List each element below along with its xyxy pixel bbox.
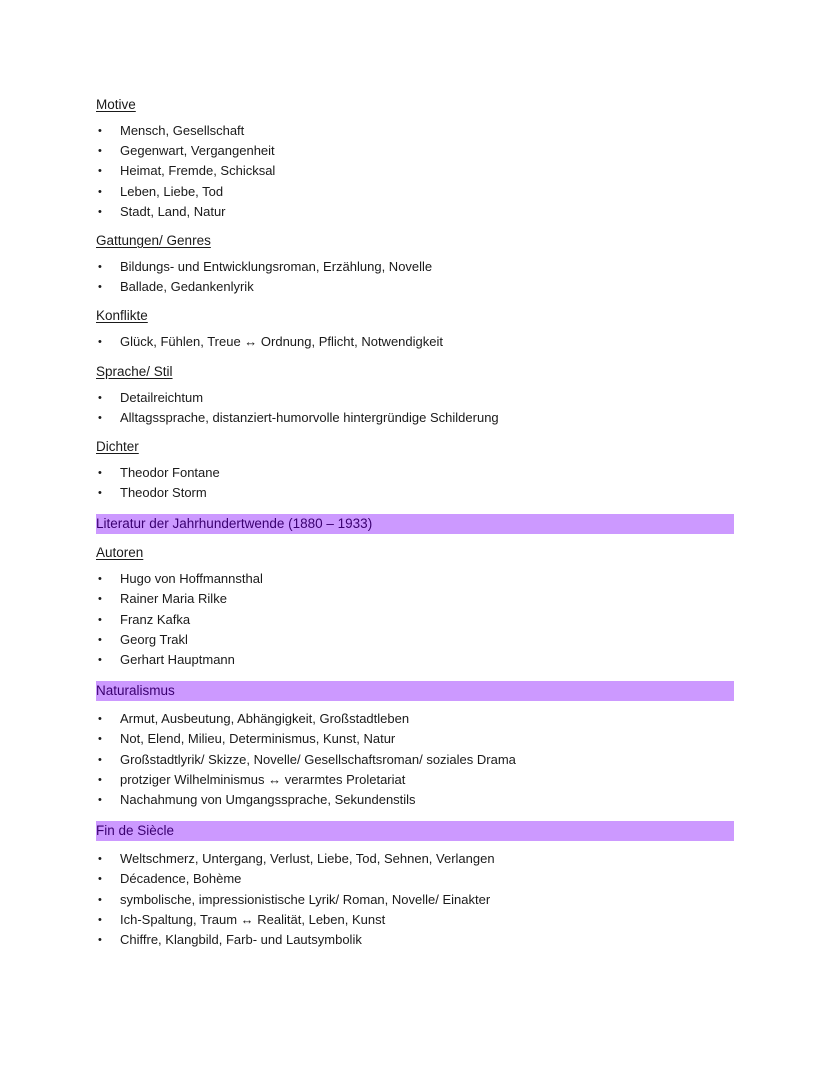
bullet-icon: • [98,411,102,424]
section-banner-literatur-der-jahrhundertwende-1880-1933: Literatur der Jahrhundertwende (1880 – 1933) [96,514,734,534]
bullet-list [96,463,734,503]
bullet-icon: • [98,713,102,726]
list-item-text: Stadt, Land, Natur [120,203,226,219]
bullet-icon: • [98,185,102,198]
list-item [96,332,734,352]
list-item [96,483,734,503]
list-item [96,408,734,428]
bullet-icon: • [98,466,102,479]
bullet-icon: • [98,145,102,158]
list-item-text: Theodor Fontane [120,464,220,480]
section-heading-motive: Motive [96,97,136,112]
list-item-text: Glück, Fühlen, Treue ↔ Ordnung, Pflicht, Notwendigkeit [120,334,443,350]
bullet-icon: • [98,773,102,786]
list-item [96,709,734,729]
bullet-icon: • [98,933,102,946]
bullet-icon: • [98,893,102,906]
bullet-icon: • [98,125,102,137]
list-item-text: Ich-Spaltung, Traum ↔ Realität, Leben, Kunst [120,911,386,927]
list-item-text: Detailreichtum [120,389,204,405]
list-item [96,463,734,483]
bullet-icon: • [98,873,102,886]
list-item [96,569,734,589]
list-item [96,141,734,161]
list-item [96,257,734,277]
section-heading-konflikte: Konflikte [96,308,148,324]
section-banner-naturalismus: Naturalismus [96,681,734,701]
list-item-text: Alltagssprache, distanziert-humorvolle hintergründige Schilderung [120,409,499,425]
bullet-icon: • [98,281,102,294]
bullet-list [96,332,734,352]
bullet-icon: • [98,391,102,404]
list-item-text: Décadence, Bohème [120,871,242,887]
bullet-icon: • [98,336,102,349]
bullet-icon: • [98,573,102,586]
list-item-text: Hugo von Hoffmannsthal [120,571,263,587]
list-item-text: Gegenwart, Vergangenheit [120,143,275,159]
list-item [96,910,734,930]
list-item [96,849,734,869]
bullet-list [96,569,734,670]
list-item [96,790,734,810]
bullet-icon: • [98,487,102,500]
list-item-text: Weltschmerz, Untergang, Verlust, Liebe, Tod, Sehnen, Verlangen [120,851,495,867]
section-heading-autoren: Autoren [96,545,144,561]
list-item-text: protziger Wilhelminismus ↔ verarmtes Proletariat [120,771,406,787]
bullet-icon: • [98,853,102,866]
bullet-icon: • [98,260,102,273]
list-item [96,182,734,202]
bullet-icon: • [98,633,102,646]
list-item-text: Leben, Liebe, Tod [120,183,224,199]
list-item-text: Rainer Maria Rilke [120,591,227,607]
list-item-text: Mensch, Gesellschaft [120,123,245,138]
bullet-list [96,121,734,222]
bullet-list [96,849,734,950]
list-item-text: Armut, Ausbeutung, Abhängigkeit, Großstadtleben [120,711,410,727]
list-item [96,161,734,181]
list-item-text: Not, Elend, Milieu, Determinismus, Kunst, Natur [120,731,396,747]
section-banner-fin-de-si-cle: Fin de Siècle [96,821,734,841]
bullet-icon: • [98,205,102,218]
bullet-icon: • [98,165,102,178]
list-item-text: Georg Trakl [120,631,188,647]
list-item-text: Theodor Storm [120,485,207,501]
list-item [96,770,734,790]
bullet-list [96,388,734,428]
list-item-text: Großstadtlyrik/ Skizze, Novelle/ Gesellschaftsroman/ soziales Drama [120,751,516,767]
list-item-text: Heimat, Fremde, Schicksal [120,163,276,179]
bullet-icon: • [98,593,102,606]
list-item [96,750,734,770]
list-item-text: Chiffre, Klangbild, Farb- und Lautsymbolik [120,931,362,947]
list-item [96,869,734,889]
list-item-text: Gerhart Hauptmann [120,652,235,667]
section-heading-sprache-stil: Sprache/ Stil [96,363,173,379]
bullet-list [96,257,734,297]
section-heading-gattungen-genres: Gattungen/ Genres [96,232,211,248]
list-item [96,890,734,910]
bullet-icon: • [98,793,102,806]
bullet-list [96,709,734,810]
list-item [96,930,734,950]
document-body [96,94,734,950]
list-item [96,630,734,650]
list-item-text: Ballade, Gedankenlyrik [120,279,254,295]
list-item [96,277,734,297]
bullet-icon: • [98,654,102,666]
list-item [96,388,734,408]
list-item-text: symbolische, impressionistische Lyrik/ Roman, Novelle/ Einakter [120,891,491,907]
list-item [96,589,734,609]
list-item-text: Bildungs- und Entwicklungsroman, Erzählung, Novelle [120,258,433,274]
bullet-icon: • [98,753,102,766]
list-item-text: Franz Kafka [120,611,191,627]
list-item [96,202,734,222]
bullet-icon: • [98,733,102,746]
list-item [96,729,734,749]
list-item [96,650,734,670]
list-item [96,610,734,630]
section-heading-dichter: Dichter [96,438,139,454]
bullet-icon: • [98,613,102,626]
bullet-icon: • [98,913,102,926]
list-item [96,121,734,141]
list-item-text: Nachahmung von Umgangssprache, Sekundenstils [120,791,416,807]
